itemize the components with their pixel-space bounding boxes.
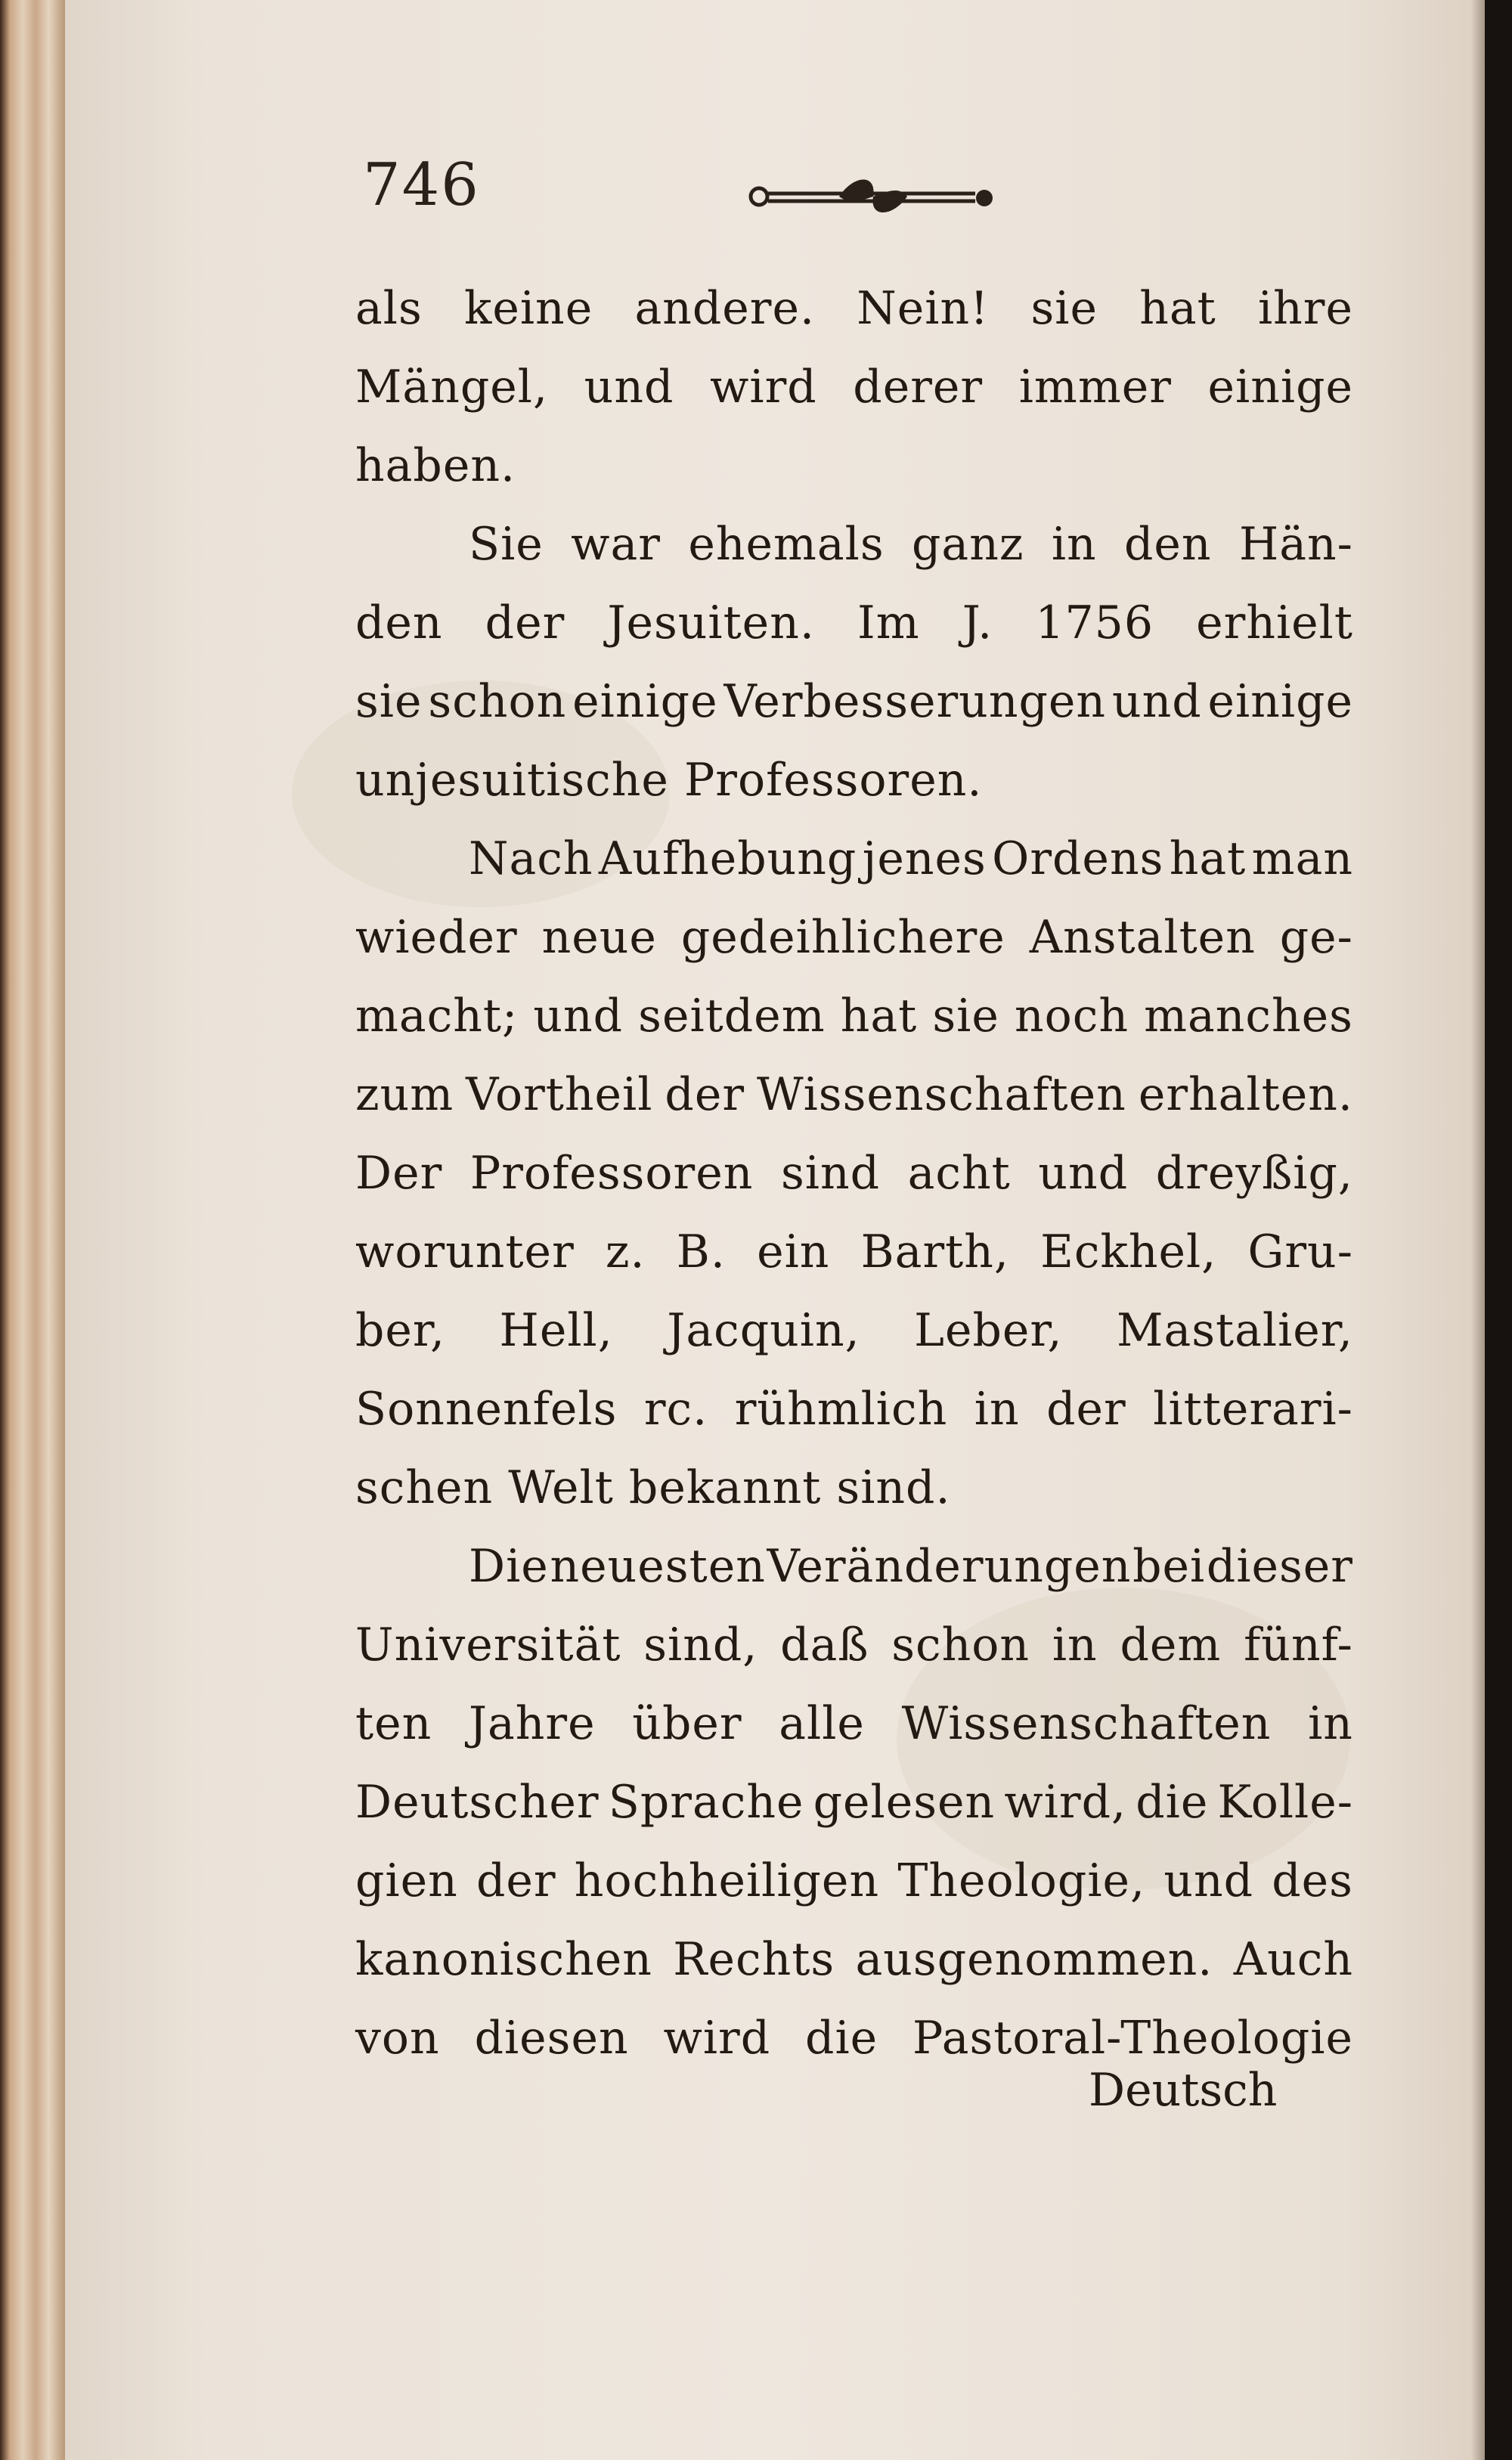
text-line: haben. xyxy=(355,439,516,492)
text-line: zum Vortheil der Wissenschaften erhalten. xyxy=(355,1068,1353,1121)
text-line: macht; und seitdem hat sie noch manches xyxy=(355,990,1353,1043)
book-page-edges xyxy=(0,0,65,2460)
text-line: Deutscher Sprache gelesen wird, die Kolle- xyxy=(355,1776,1353,1829)
text-line: ten Jahre über alle Wissenschaften in xyxy=(355,1697,1353,1750)
text-line: unjesuitische Professoren. xyxy=(355,754,983,807)
catchword: Deutsch xyxy=(1089,2064,1278,2117)
text-line: Sonnenfels rc. rühmlich in der litterari- xyxy=(355,1383,1353,1436)
text-line: als keine andere. Nein! sie hat ihre xyxy=(355,282,1353,335)
text-line: Sie war ehemals ganz in den Hän- xyxy=(469,518,1353,571)
text-line: Nach Aufhebung jenes Ordens hat man xyxy=(469,832,1353,885)
text-line: ber, Hell, Jacquin, Leber, Mastalier, xyxy=(355,1304,1353,1357)
text-line: gien der hochheiligen Theologie, und des xyxy=(355,1854,1353,1907)
text-line: Universität sind, daß schon in dem fünf- xyxy=(355,1619,1353,1671)
page-header xyxy=(363,151,1376,242)
text-line: Die neuesten Veränderungen bei dieser xyxy=(469,1540,1353,1593)
text-line: schen Welt bekannt sind. xyxy=(355,1461,951,1514)
text-line: wieder neue gedeihlichere Anstalten ge- xyxy=(355,911,1353,964)
text-line: den der Jesuiten. Im J. 1756 erhielt xyxy=(355,596,1353,649)
text-line: worunter z. B. ein Barth, Eckhel, Gru- xyxy=(355,1225,1353,1278)
text-line: von diesen wird die Pastoral-Theologie xyxy=(355,2012,1353,2065)
text-line: Mängel, und wird derer immer einige xyxy=(355,361,1353,414)
scan-background-edge xyxy=(1485,0,1512,2460)
text-line: Der Professoren sind acht und dreyßig, xyxy=(355,1147,1353,1200)
ornament-divider-icon xyxy=(748,168,998,221)
body-text xyxy=(355,269,1353,2077)
text-line: kanonischen Rechts ausgenommen. Auch xyxy=(355,1933,1353,1986)
text-line: sie schon einige Verbesserungen und einige xyxy=(355,675,1353,728)
page-number: 746 xyxy=(363,151,480,219)
